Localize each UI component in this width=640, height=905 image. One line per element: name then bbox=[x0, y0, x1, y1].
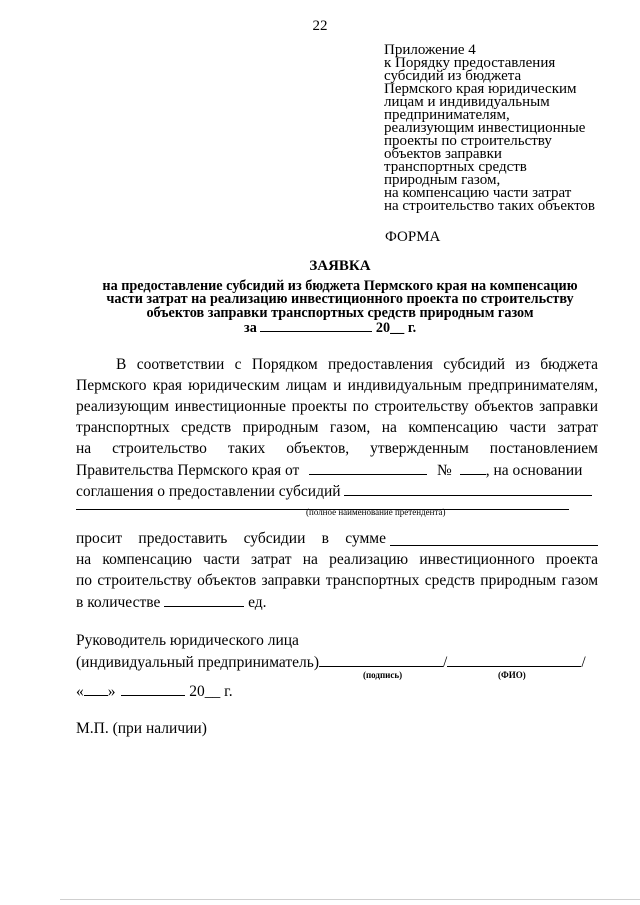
body-line: В соответствии с Порядком предоставления субсидий из бюджета bbox=[116, 356, 598, 373]
appendix-line: природным газом, bbox=[384, 172, 501, 188]
subtitle-line: части затрат на реализацию инвестиционного проекта по строительству bbox=[106, 291, 574, 308]
appendix-line: реализующим инвестиционные bbox=[384, 120, 586, 136]
quantity-line bbox=[76, 593, 267, 612]
date-line bbox=[76, 682, 233, 701]
date-year: 20__ г. bbox=[189, 683, 233, 700]
period-year: 20__ г. bbox=[375, 320, 417, 336]
body-line: Пермского края юридическим лицам и индивидуальным предпринимателям, bbox=[76, 377, 598, 394]
appendix-line: транспортных средств bbox=[384, 159, 527, 175]
appendix-header bbox=[384, 44, 595, 213]
signature-blank[interactable] bbox=[319, 653, 443, 667]
body-line: на компенсацию части затрат на реализацию инвестиционного проекта bbox=[76, 551, 598, 568]
resolution-number-blank[interactable] bbox=[460, 461, 486, 475]
resolution-date-blank[interactable] bbox=[309, 461, 427, 475]
signature-caption: (подпись) bbox=[363, 670, 403, 680]
head-label: Руководитель юридического лица bbox=[76, 632, 299, 649]
appendix-line: на компенсацию части затрат bbox=[384, 185, 572, 201]
appendix-line: Пермского края юридическим bbox=[384, 81, 577, 97]
body-line: реализующим инвестиционные проекты по строительству объектов заправки bbox=[76, 398, 598, 415]
appendix-line: к Порядку предоставления bbox=[384, 55, 556, 71]
period-line bbox=[244, 318, 416, 337]
resolution-number-sign: № bbox=[437, 462, 452, 479]
resolution-line bbox=[76, 461, 582, 480]
entrepreneur-label: (индивидуальный предприниматель) bbox=[76, 654, 320, 671]
full-name-blank[interactable] bbox=[447, 653, 581, 667]
body-line: по строительству объектов заправки транспортных средств природным газом bbox=[76, 572, 598, 589]
appendix-line: предпринимателям, bbox=[384, 107, 510, 123]
resolution-prefix: Правительства Пермского края от bbox=[76, 462, 300, 479]
quantity-prefix: в количестве bbox=[76, 594, 161, 611]
appendix-line: лицам и индивидуальным bbox=[384, 94, 550, 110]
request-prefix: просит предоставить субсидии в сумме bbox=[76, 530, 386, 547]
day-blank[interactable] bbox=[84, 682, 108, 696]
appendix-line: Приложение 4 bbox=[384, 42, 476, 58]
quantity-blank[interactable] bbox=[164, 593, 244, 607]
subtitle-line: объектов заправки транспортных средств природным газом bbox=[146, 304, 534, 321]
signature-slash: / bbox=[443, 654, 448, 671]
agreement-line bbox=[76, 482, 592, 501]
quantity-unit: ед. bbox=[248, 594, 267, 611]
subtitle-line: на предоставление субсидий из бюджета Пермского края на компенсацию bbox=[102, 278, 578, 294]
appendix-line: на строительство таких объектов bbox=[384, 198, 596, 214]
scan-edge-divider bbox=[60, 899, 640, 900]
open-quote: « bbox=[76, 683, 84, 700]
signature-slash: / bbox=[581, 654, 586, 671]
subsidy-amount-blank[interactable] bbox=[390, 532, 598, 546]
month-blank[interactable] bbox=[121, 682, 185, 696]
period-blank[interactable] bbox=[260, 318, 372, 332]
form-label: ФОРМА bbox=[385, 229, 441, 245]
document-subtitle bbox=[60, 280, 620, 320]
appendix-line: объектов заправки bbox=[384, 146, 502, 162]
seal-label: М.П. (при наличии) bbox=[76, 720, 207, 737]
agreement-prefix: соглашения о предоставлении субсидий bbox=[76, 483, 341, 500]
name-caption: (ФИО) bbox=[498, 670, 526, 680]
close-quote: » bbox=[107, 683, 116, 700]
agreement-blank[interactable] bbox=[344, 482, 592, 496]
body-line: на строительство таких объектов, утвержденным постановлением bbox=[76, 440, 598, 457]
appendix-line: проекты по строительству bbox=[384, 133, 552, 149]
applicant-caption: (полное наименование претендента) bbox=[306, 507, 446, 517]
resolution-suffix: , на основании bbox=[485, 462, 583, 479]
body-line: транспортных средств природным газом, на компенсацию части затрат bbox=[76, 419, 598, 436]
document-title: ЗАЯВКА bbox=[309, 258, 371, 274]
appendix-line: субсидий из бюджета bbox=[384, 68, 522, 84]
period-prefix: за bbox=[244, 320, 257, 336]
page-number: 22 bbox=[312, 18, 328, 34]
